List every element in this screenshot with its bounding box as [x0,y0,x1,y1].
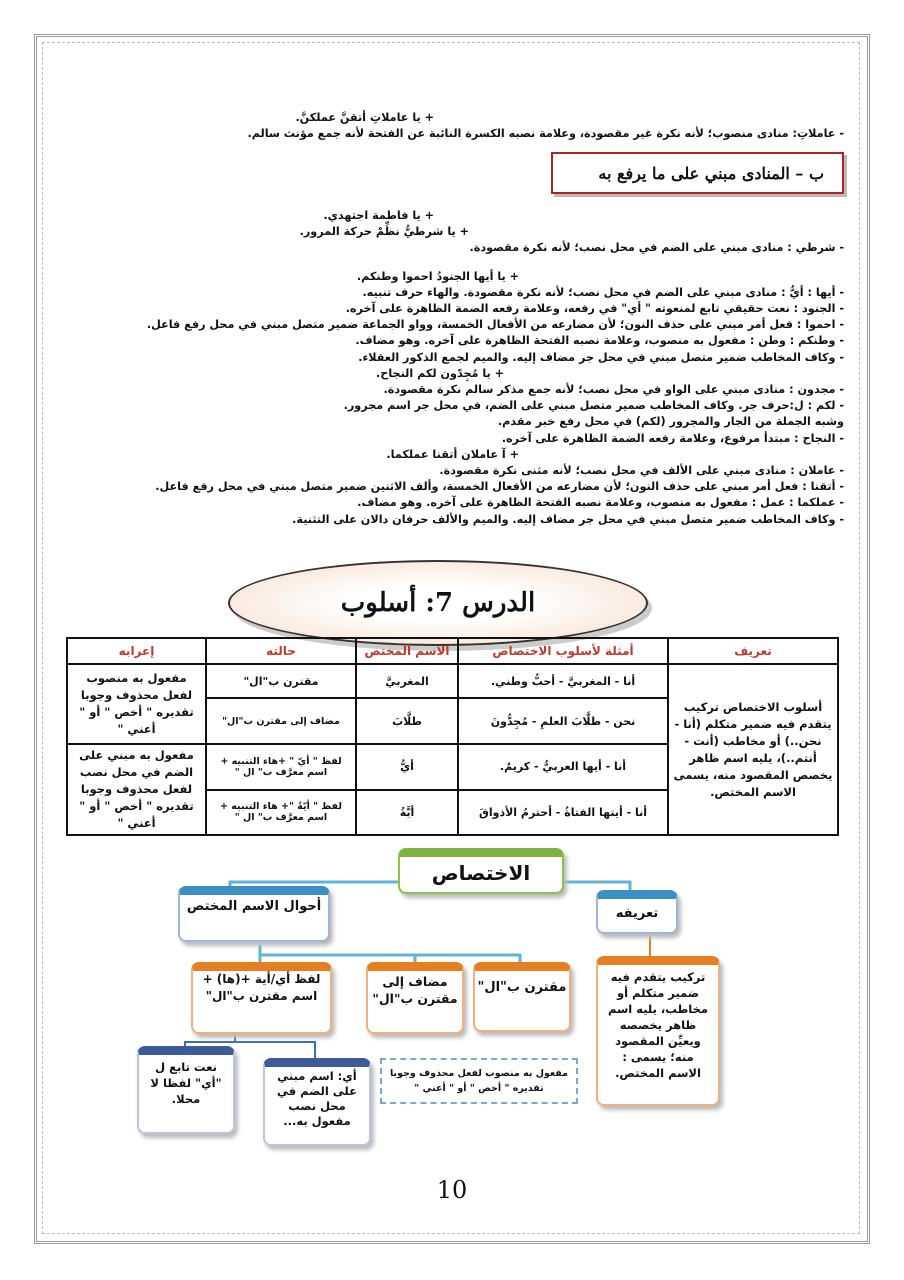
example-sentence: + آ عاملان أتقنا عملكما. [386,447,519,461]
header-parsing: إعرابه [67,638,206,664]
mindmap-case-2: مضاف إلى مقترن ب"ال" [366,962,464,1034]
parsing-line: - أتقنا : فعل أمر مبني على حذف النون؛ لأن مضارعه من الأفعال الخمسة، وألف الاثنين ضمير متصل مبني في محل رفع فاعل. [155,480,844,494]
parsing-line: - الجنود : نعت حقيقي تابع لمنعوته " أي" في رفعه، وعلامة رفعه الضمة الظاهرة على آخره. [345,302,844,316]
example-sentence: + يا أيها الجنودُ احموا وطنكم. [356,269,519,283]
table-cell-example: أنا - أيها العربيُّ - كريمٌ. [458,744,668,790]
parsing-line: وشبه الجملة من الجار والمجرور (لكم) في محل رفع خبر مقدم. [497,415,844,429]
parsing-line: - عملكما : عمل : مفعول به منصوب، وعلامة نصبه الفتحة الظاهرة على آخره. وهو مضاف. [357,496,844,510]
mindmap-definition-text: تركيب يتقدم فيه ضمير متكلم أو مخاطب، يليه اسم ظاهر يخصصه ويعيِّن المقصود منه؛ يسمى : الاسم المختص. [596,956,720,1106]
example-sentence: + يا مُجِدّون لكم النجاح. [376,366,504,380]
example-sentence: + يا عاملاتِ أتقنَّ عملكنَّ. [295,111,434,124]
table-cell-state: مضاف إلى مقترن ب"ال" [206,698,356,744]
mindmap-case-3: لفظ أي/أية +(ها) + اسم مقترن ب"ال" [191,962,332,1034]
header-definition: تعريف [668,638,838,664]
lesson-title: الدرس 7: أسلوب [340,588,536,618]
parsing-line: - عاملان : منادى مبني على الألف في محل نصب؛ لأنه مثنى نكرة مقصودة. [439,464,844,478]
parsing-line: - احموا : فعل أمر مبني على حذف النون؛ لأن مضارعه من الأفعال الخمسة، وواو الجماعة ضمير متصل مبني في محل رفع فاعل. [146,318,844,332]
mindmap-sub-2: نعت تابع ل "أي" لفظا لا محلا. [137,1046,235,1134]
table-cell-example: أنا - المغربيَّ - أحبُّ وطني. [458,664,668,698]
header-examples: أمثلة لأسلوب الاختصاص [458,638,668,664]
example-sentence: + يا شرطيُّ نظِّمْ حركة المرور. [299,225,469,239]
parsing-line: - وكاف المخاطب ضمير متصل مبني في محل جر مضاف إليه. والميم والألف حرفان دالان على التثنية. [292,512,844,526]
mindmap-sub-1: أي: اسم مبني على الضم في محل نصب مفعول به... [263,1058,371,1146]
table-cell-noun: أيَّةُ [356,790,458,836]
table-cell-noun: أيُّ [356,744,458,790]
table-cell-state: مقترن ب"ال" [206,664,356,698]
table-cell-example: أنا - أيتها الفتاةُ - أحترمُ الأذواقَ [458,790,668,836]
table-cell-noun: المغربيَّ [356,664,458,698]
parsing-line: - أيها : أيُّ : منادى مبني على الضم في محل نصب؛ لأنه نكرة مقصودة. والهاء حرف تنبيه. [362,285,844,299]
section-b-title: ب – المنادى مبني على ما يرفع به [598,163,824,183]
mindmap-root: الاختصاص [398,848,564,894]
parsing-line: - عاملاتِ: منادى منصوب؛ لأنه نكرة غير مقصودة، وعلامة نصبه الكسرة النائبة عن الفتحة لأنه جمع مؤنث سالم. [247,127,844,141]
parsing-line: - شرطي : منادى مبني على الضم في محل نصب؛ لأنه نكرة مقصودة. [469,241,844,255]
header-state: حالته [206,638,356,664]
table-cell-parsing: مفعول به مبني على الضم في محل نصب لفعل محذوف وجوبا تقديره " أخص " أو " أعني " [67,744,206,835]
definition-cell: أسلوب الاختصاص تركيب يتقدم فيه ضمير متكلم (أنا - نحن..) أو مخاطب (أنت - أنتم..)، يليه اسم ظاهر يخصص المقصود منه، يسمى الاسم المختص. [668,664,838,835]
parsing-line: - لكم : ل:حرف جر. وكاف المخاطب ضمير متصل مبني على الضم، في محل جر اسم مجرور. [343,399,844,413]
mindmap-note: مفعول به منصوب لفعل محذوف وجوبا تقديره " أخص " أو " أعني " [380,1058,578,1104]
table-cell-example: نحن - طلَّابَ العلمِ - مُجِدُّونَ [458,698,668,744]
example-sentence: + يا فاطمة اجتهدي. [323,209,434,222]
parsing-line: - النجاح : مبتدأ مرفوع، وعلامة رفعه الضمة الظاهرة على آخره. [501,431,844,445]
page-number: 10 [436,1176,468,1204]
table-cell-state: لفظ " أيّةُ "+ هاء التنبيه + اسم معرَّف ب" ال " [206,790,356,836]
mindmap-case-1: مقترن ب"ال" [473,962,571,1032]
table-cell-state: لفظ " أيّ " +هاء التنبيه + اسم معرَّف ب" ال " [206,744,356,790]
table-cell-noun: طلَّابَ [356,698,458,744]
table-cell-parsing: مفعول به منصوب لفعل محذوف وجوبا تقديره " أخص " أو " أعني " [67,664,206,744]
mindmap-definition-label: تعريفه [596,890,678,934]
parsing-line: - مجدون : منادى مبني على الواو في محل نصب؛ لأنه جمع مذكر سالم نكرة مقصودة. [383,383,844,397]
parsing-line: - وكاف المخاطب ضمير متصل مبني في محل جر مضاف إليه. والميم لجمع الذكور العقلاء. [358,350,844,364]
mindmap-cases-label: أحوال الاسم المختص [178,886,330,942]
header-noun: الاسم المختص [356,638,458,664]
parsing-line: - وطنكم : وطن : مفعول به منصوب، وعلامة نصبه الفتحة الظاهرة على آخره. وهو مضاف. [355,334,844,348]
